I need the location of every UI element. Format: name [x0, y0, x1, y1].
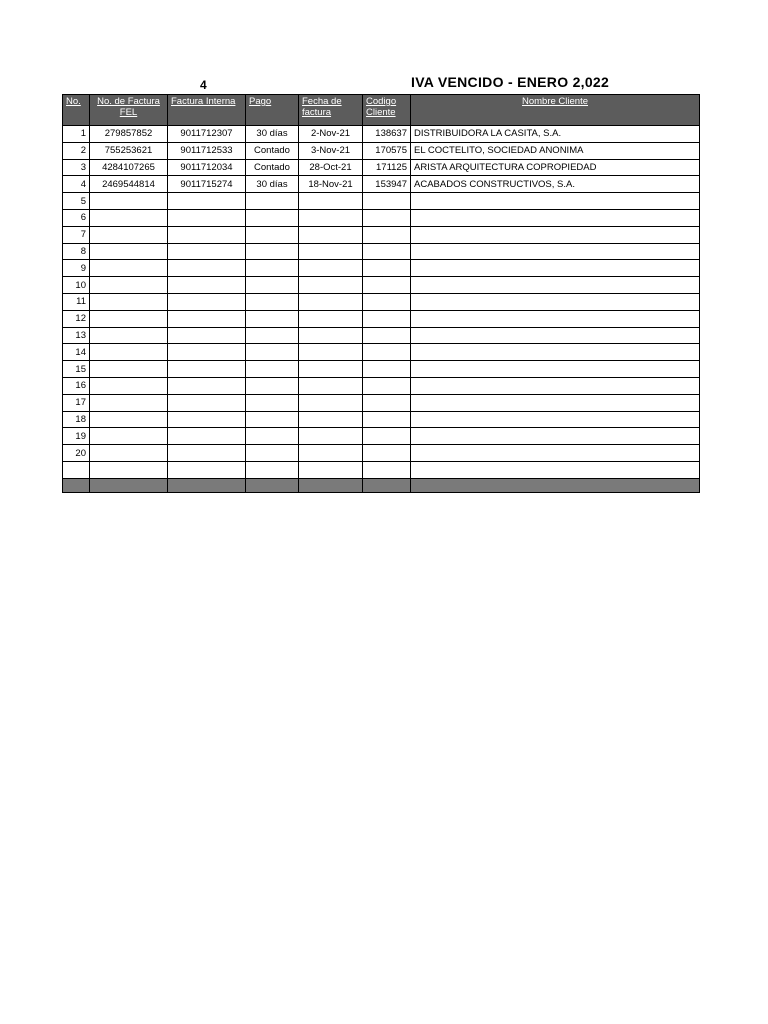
cell-fecha: [299, 277, 363, 294]
table-row: [63, 176, 700, 193]
cell-fel: [90, 445, 168, 462]
cell-factura-interna: [168, 327, 246, 344]
cell-fel: [90, 327, 168, 344]
cell-fecha: [299, 226, 363, 243]
cell-factura-interna: 9011715274: [168, 176, 246, 193]
cell-fel: [90, 411, 168, 428]
cell-fecha: [299, 209, 363, 226]
table-row: [63, 277, 700, 294]
cell-no: 13: [63, 327, 90, 344]
cell-no: 14: [63, 344, 90, 361]
cell-pago: [246, 260, 299, 277]
table-row: [63, 361, 700, 378]
col-header-nombre: Nombre Cliente: [411, 95, 700, 126]
cell-fecha: [299, 260, 363, 277]
cell-nombre: [411, 411, 700, 428]
cell-fecha: [299, 293, 363, 310]
cell-no: 6: [63, 209, 90, 226]
table-row: [63, 344, 700, 361]
cell-fecha: [299, 310, 363, 327]
cell-nombre: [411, 445, 700, 462]
cell-fecha: [299, 461, 363, 478]
cell-codigo: [363, 226, 411, 243]
footer-cell: [63, 478, 90, 492]
cell-factura-interna: [168, 394, 246, 411]
cell-no: 19: [63, 428, 90, 445]
cell-fel: [90, 394, 168, 411]
cell-nombre: ACABADOS CONSTRUCTIVOS, S.A.: [411, 176, 700, 193]
table-row: [63, 327, 700, 344]
footer-cell: [411, 478, 700, 492]
cell-fecha: 18-Nov-21: [299, 176, 363, 193]
cell-no: 5: [63, 193, 90, 210]
cell-factura-interna: [168, 344, 246, 361]
table-row: [63, 445, 700, 462]
table-header-row: [63, 95, 700, 126]
footer-cell: [299, 478, 363, 492]
cell-codigo: [363, 327, 411, 344]
cell-fel: [90, 293, 168, 310]
cell-codigo: 170575: [363, 142, 411, 159]
table-row: [63, 159, 700, 176]
cell-nombre: [411, 361, 700, 378]
cell-fel: [90, 461, 168, 478]
table-row: [63, 411, 700, 428]
cell-nombre: [411, 226, 700, 243]
cell-no: 7: [63, 226, 90, 243]
cell-pago: [246, 310, 299, 327]
cell-fel: 2469544814: [90, 176, 168, 193]
table-row: [63, 243, 700, 260]
cell-fecha: 28-Oct-21: [299, 159, 363, 176]
cell-no: 2: [63, 142, 90, 159]
cell-pago: [246, 243, 299, 260]
cell-no: 1: [63, 126, 90, 143]
cell-no: 9: [63, 260, 90, 277]
cell-fel: [90, 310, 168, 327]
cell-nombre: [411, 193, 700, 210]
cell-fel: 279857852: [90, 126, 168, 143]
cell-codigo: [363, 411, 411, 428]
cell-nombre: [411, 428, 700, 445]
cell-fel: [90, 377, 168, 394]
table-row: [63, 293, 700, 310]
cell-factura-interna: [168, 461, 246, 478]
invoice-count: 4: [200, 78, 207, 92]
cell-pago: [246, 226, 299, 243]
cell-fecha: [299, 411, 363, 428]
cell-nombre: [411, 243, 700, 260]
col-header-pago: Pago: [246, 95, 299, 126]
table-row: [63, 461, 700, 478]
cell-pago: [246, 411, 299, 428]
cell-fecha: [299, 243, 363, 260]
table-row: [63, 377, 700, 394]
cell-codigo: 138637: [363, 126, 411, 143]
cell-fel: 4284107265: [90, 159, 168, 176]
cell-fecha: [299, 377, 363, 394]
cell-no: 18: [63, 411, 90, 428]
cell-codigo: [363, 461, 411, 478]
col-header-no: No.: [63, 95, 90, 126]
cell-pago: [246, 428, 299, 445]
cell-pago: [246, 344, 299, 361]
cell-no: 10: [63, 277, 90, 294]
cell-fel: [90, 428, 168, 445]
cell-codigo: [363, 344, 411, 361]
cell-factura-interna: [168, 411, 246, 428]
col-header-codigo: Codigo Cliente: [363, 95, 411, 126]
cell-no: 8: [63, 243, 90, 260]
cell-fecha: [299, 428, 363, 445]
cell-pago: [246, 293, 299, 310]
cell-nombre: [411, 277, 700, 294]
cell-codigo: [363, 445, 411, 462]
cell-nombre: [411, 293, 700, 310]
cell-factura-interna: 9011712533: [168, 142, 246, 159]
table-row: [63, 428, 700, 445]
col-header-factura-interna: Factura Interna: [168, 95, 246, 126]
table-body: [63, 126, 700, 493]
invoice-table: [62, 94, 700, 493]
cell-no: 11: [63, 293, 90, 310]
cell-factura-interna: 9011712034: [168, 159, 246, 176]
cell-nombre: ARISTA ARQUITECTURA COPROPIEDAD: [411, 159, 700, 176]
table-row: [63, 226, 700, 243]
cell-nombre: [411, 344, 700, 361]
cell-no: 15: [63, 361, 90, 378]
cell-nombre: [411, 310, 700, 327]
table-row: [63, 193, 700, 210]
cell-factura-interna: [168, 377, 246, 394]
cell-nombre: [411, 327, 700, 344]
cell-codigo: [363, 293, 411, 310]
cell-codigo: 153947: [363, 176, 411, 193]
cell-codigo: [363, 377, 411, 394]
cell-codigo: [363, 361, 411, 378]
cell-factura-interna: [168, 428, 246, 445]
cell-pago: [246, 361, 299, 378]
cell-factura-interna: [168, 260, 246, 277]
cell-codigo: [363, 310, 411, 327]
cell-pago: [246, 193, 299, 210]
cell-factura-interna: [168, 243, 246, 260]
cell-factura-interna: [168, 293, 246, 310]
cell-fecha: [299, 327, 363, 344]
cell-factura-interna: [168, 226, 246, 243]
table-row: [63, 310, 700, 327]
cell-no: 20: [63, 445, 90, 462]
cell-nombre: DISTRIBUIDORA LA CASITA, S.A.: [411, 126, 700, 143]
cell-fel: 755253621: [90, 142, 168, 159]
cell-pago: [246, 327, 299, 344]
col-header-fecha: Fecha de factura: [299, 95, 363, 126]
cell-no: 4: [63, 176, 90, 193]
report-title: IVA VENCIDO - ENERO 2,022: [411, 74, 610, 90]
cell-fecha: [299, 394, 363, 411]
footer-cell: [168, 478, 246, 492]
footer-cell: [246, 478, 299, 492]
cell-codigo: [363, 243, 411, 260]
table-footer-row: [63, 478, 700, 492]
cell-nombre: [411, 394, 700, 411]
table-row: [63, 394, 700, 411]
cell-factura-interna: 9011712307: [168, 126, 246, 143]
cell-no: 12: [63, 310, 90, 327]
cell-codigo: [363, 209, 411, 226]
table-row: [63, 142, 700, 159]
cell-pago: [246, 377, 299, 394]
cell-pago: [246, 277, 299, 294]
cell-factura-interna: [168, 193, 246, 210]
cell-pago: [246, 209, 299, 226]
cell-no: [63, 461, 90, 478]
cell-fel: [90, 361, 168, 378]
cell-fecha: [299, 445, 363, 462]
cell-codigo: [363, 428, 411, 445]
cell-fecha: [299, 193, 363, 210]
cell-pago: Contado: [246, 159, 299, 176]
footer-cell: [90, 478, 168, 492]
cell-fel: [90, 209, 168, 226]
cell-pago: Contado: [246, 142, 299, 159]
cell-factura-interna: [168, 310, 246, 327]
cell-fecha: [299, 361, 363, 378]
cell-fel: [90, 277, 168, 294]
cell-pago: [246, 394, 299, 411]
cell-factura-interna: [168, 277, 246, 294]
cell-fel: [90, 193, 168, 210]
cell-pago: 30 días: [246, 126, 299, 143]
cell-fecha: 2-Nov-21: [299, 126, 363, 143]
cell-fel: [90, 344, 168, 361]
cell-fel: [90, 243, 168, 260]
cell-no: 16: [63, 377, 90, 394]
cell-nombre: [411, 209, 700, 226]
cell-nombre: [411, 377, 700, 394]
table-row: [63, 209, 700, 226]
cell-no: 17: [63, 394, 90, 411]
cell-pago: [246, 461, 299, 478]
col-header-fel: No. de Factura FEL: [90, 95, 168, 126]
cell-codigo: 171125: [363, 159, 411, 176]
table-row: [63, 260, 700, 277]
cell-nombre: EL COCTELITO, SOCIEDAD ANONIMA: [411, 142, 700, 159]
cell-fecha: [299, 344, 363, 361]
footer-cell: [363, 478, 411, 492]
table-row: [63, 126, 700, 143]
cell-factura-interna: [168, 445, 246, 462]
cell-fel: [90, 260, 168, 277]
cell-pago: [246, 445, 299, 462]
cell-no: 3: [63, 159, 90, 176]
cell-factura-interna: [168, 209, 246, 226]
cell-codigo: [363, 260, 411, 277]
cell-codigo: [363, 277, 411, 294]
cell-fel: [90, 226, 168, 243]
cell-codigo: [363, 193, 411, 210]
cell-factura-interna: [168, 361, 246, 378]
cell-nombre: [411, 260, 700, 277]
cell-fecha: 3-Nov-21: [299, 142, 363, 159]
cell-codigo: [363, 394, 411, 411]
cell-pago: 30 días: [246, 176, 299, 193]
cell-nombre: [411, 461, 700, 478]
